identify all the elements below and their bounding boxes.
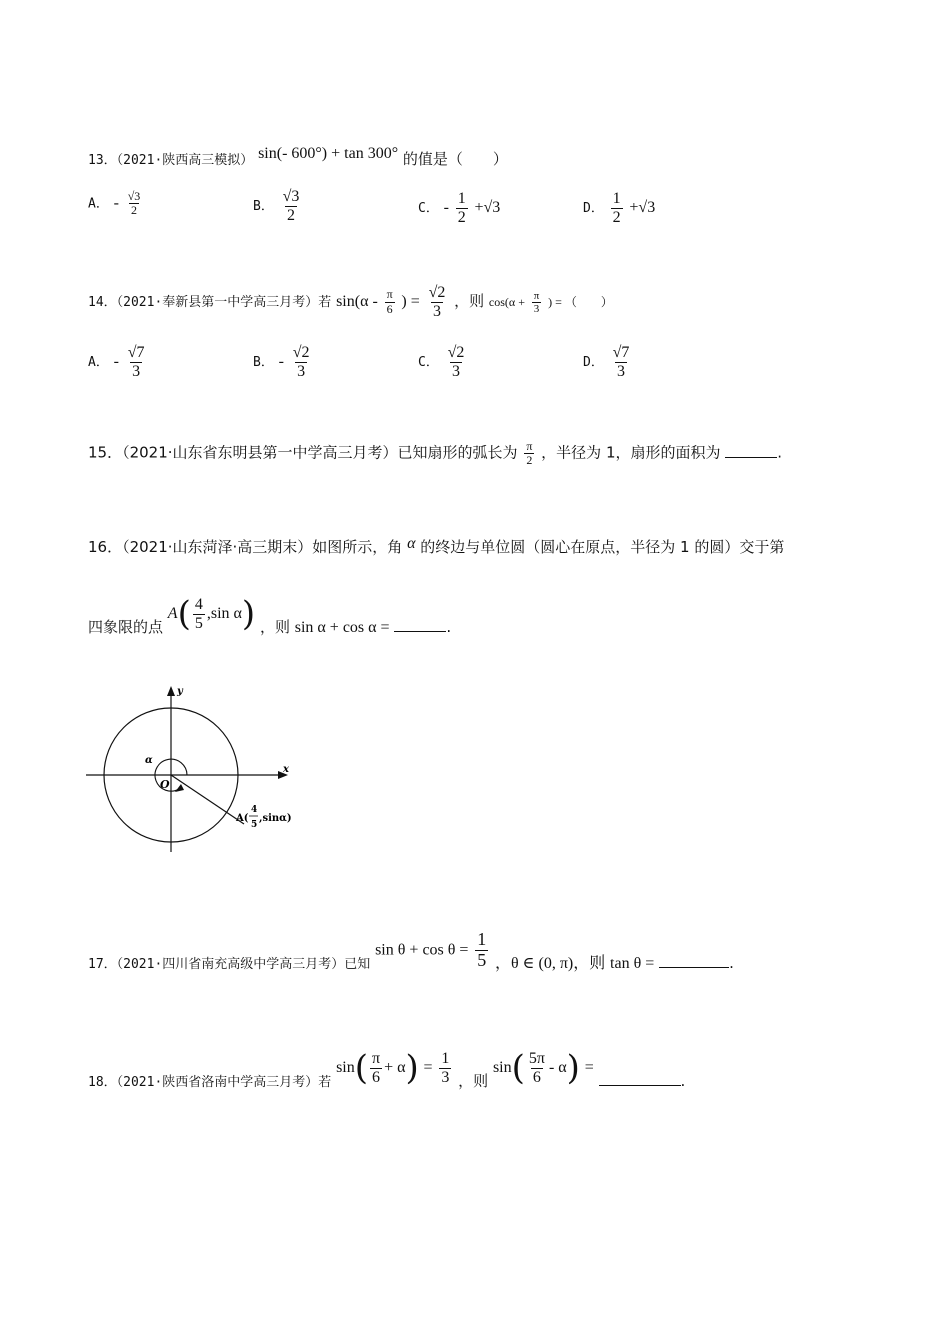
question-18 [88,1048,686,1091]
q14-cos-lhs: cos(α + [488,295,525,310]
fraction-numerator: π [533,289,540,302]
q13-suffix: 的值是（ ） [402,150,508,168]
fraction-denominator: 2 [131,203,138,218]
q14-option-a [88,344,149,380]
fraction-numerator: √2 [292,344,310,361]
fraction-numerator: 1 [457,190,466,207]
fraction-denominator: 6 [372,1068,381,1086]
option-label: B． [253,355,274,371]
y-axis-arrow [167,686,175,696]
q14-option-b [253,344,314,380]
q16-paren-close: ) [241,594,256,635]
fraction-numerator: π [372,1050,381,1067]
point-a-denominator: 5 [251,820,258,830]
option-label: B． [253,199,274,215]
option-sign: - [443,199,449,217]
option-fraction [126,344,147,380]
question-16-line-1 [88,536,784,557]
point-a-label: A( [236,813,249,824]
q16-line1: 16．（2021·山东菏泽·高三期末）如图所示，角 [88,538,403,556]
fraction-numerator: 1 [477,929,487,949]
q18-end: . [680,1072,686,1091]
fraction-numerator: √3 [282,188,300,205]
q14-mid: ，则 [454,292,485,311]
q14-pi-over-3 [532,290,542,315]
fraction-numerator: π [386,287,393,302]
fraction-denominator: 3 [533,302,540,315]
fraction-denominator: 3 [452,362,460,380]
fraction-denominator: 5 [477,949,487,970]
fraction-denominator: 3 [617,362,625,380]
q18-rhs [439,1050,451,1086]
q16-line2-prefix: 四象限的点 [88,618,164,637]
question-17 [88,930,734,971]
question-16-line-2 [88,594,452,637]
option-fraction [611,190,623,226]
fraction-denominator: 6 [532,1068,541,1086]
q18-sin: sin [336,1059,355,1077]
option-tail: +√3 [474,199,501,217]
fraction-denominator: 2 [287,206,295,224]
q18-plus-alpha: + α [384,1059,406,1077]
angle-label: α [145,755,153,766]
option-fraction [126,190,143,217]
q17-expression: sin θ + cos θ = [375,941,469,959]
q18-prefix: 18．（2021·陕西省洛南中学高三月考）若 [88,1075,332,1091]
fraction-numerator: √7 [127,344,145,361]
q13-option-d [583,190,655,226]
y-axis-label: y [177,686,183,697]
fraction-numerator: √2 [447,344,465,361]
fraction-numerator: 1 [441,1050,450,1067]
option-sign: - [113,194,119,212]
fraction-numerator: 1 [612,190,621,207]
option-fraction [456,190,468,226]
option-tail: +√3 [629,199,656,217]
q14-cos-close: ) = （ ） [548,295,613,310]
option-sign: - [113,353,119,371]
q16-point-fraction [193,596,205,632]
option-label: D． [583,355,604,371]
option-sign: - [278,353,284,371]
question-15 [88,440,782,467]
option-label: A． [88,355,109,371]
fraction-denominator: 3 [297,362,306,380]
q16-point-a: A [167,605,178,623]
q18-pi-over-6 [370,1050,382,1086]
q13-option-a [88,190,144,217]
q16-line1-rest: 的终边与单位圆（圆心在原点，半径为 1 的圆）交于第 [420,538,785,556]
q14-prefix: 14．（2021·奉新县第一中学高三月考）若 [88,295,332,311]
q18-paren-close: ) [405,1048,419,1089]
q18-paren2-close: ) [566,1048,580,1089]
q13-expression: sin(- 600°) + tan 300° [258,145,399,162]
q15-answer-blank[interactable] [725,445,777,458]
fraction-denominator: 3 [132,362,141,380]
q18-paren-open: ( [354,1048,369,1089]
q17-prefix: 17．（2021·四川省南充高级中学高三月考）已知 [88,957,371,973]
q18-sin2: sin [492,1059,512,1077]
q14-sin-lhs: sin(α - [336,293,378,311]
fraction-numerator: √7 [612,344,630,361]
q17-answer-blank[interactable] [659,955,729,968]
q18-answer-blank[interactable] [599,1073,681,1086]
option-label: D． [583,201,604,217]
question-13 [88,145,508,169]
option-fraction [281,188,302,224]
q18-eq: = [423,1059,433,1077]
fraction-denominator: 3 [441,1068,450,1086]
q13-option-c [418,190,500,226]
fraction-numerator: π [526,439,533,453]
q18-mid: ，则 [458,1072,489,1091]
option-label: C． [418,355,439,371]
origin-label: O [160,778,170,791]
q14-rhs [427,284,448,320]
fraction-numerator: √3 [127,189,141,203]
q17-fraction [475,930,488,971]
q13-prefix: 13．（2021·陕西高三模拟） [88,153,254,168]
q15-prefix: 15．（2021·山东省东明县第一中学高三月考）已知扇形的弧长为 [88,443,518,462]
option-fraction [291,344,312,380]
angle-arc-arrow [175,784,184,792]
q14-option-c [418,344,468,380]
fraction-numerator: √2 [428,284,446,301]
q15-end: . [777,443,783,462]
q17-mid: ，θ ∈ (0, π)，则 [495,955,606,973]
q18-minus-alpha: - α [548,1059,567,1077]
fraction-denominator: 3 [432,302,441,320]
q16-expression: sin α + cos α = [294,619,390,637]
q17-end: . [729,954,734,973]
option-fraction [446,344,467,380]
q18-5pi-over-6 [527,1050,547,1086]
x-axis-label: x [283,764,289,775]
q16-line2-mid: ，则 [259,618,290,637]
q14-option-d [583,344,633,380]
q16-point-sin: ,sin α [206,605,242,623]
q16-alpha: α [407,535,416,552]
fraction-numerator: 5π [528,1050,545,1067]
q14-close-eq: ) = [401,293,420,311]
unit-circle-figure [80,680,310,860]
q16-paren-open: ( [177,594,191,635]
point-a-numerator: 4 [251,805,258,815]
point-a-tail: ,sinα) [259,813,292,824]
q18-eq2: = [584,1059,594,1077]
q13-option-b [253,188,303,224]
option-fraction [611,344,632,380]
q17-tan: tan θ = [610,955,655,973]
fraction-denominator: 2 [526,453,533,468]
fraction-denominator: 2 [612,208,621,226]
question-14 [88,284,613,320]
q15-suffix: ，半径为 1，扇形的面积为 [541,443,721,462]
option-label: A． [88,196,109,212]
q14-pi-over-6 [385,288,395,315]
q16-end: . [446,618,452,637]
q18-paren2-open: ( [511,1048,525,1089]
q16-answer-blank[interactable] [394,619,446,632]
fraction-denominator: 2 [457,208,466,226]
q15-arc-fraction [524,440,534,467]
fraction-numerator: 4 [194,596,203,613]
option-label: C． [418,201,439,217]
fraction-denominator: 6 [386,301,393,316]
fraction-denominator: 5 [194,614,203,632]
